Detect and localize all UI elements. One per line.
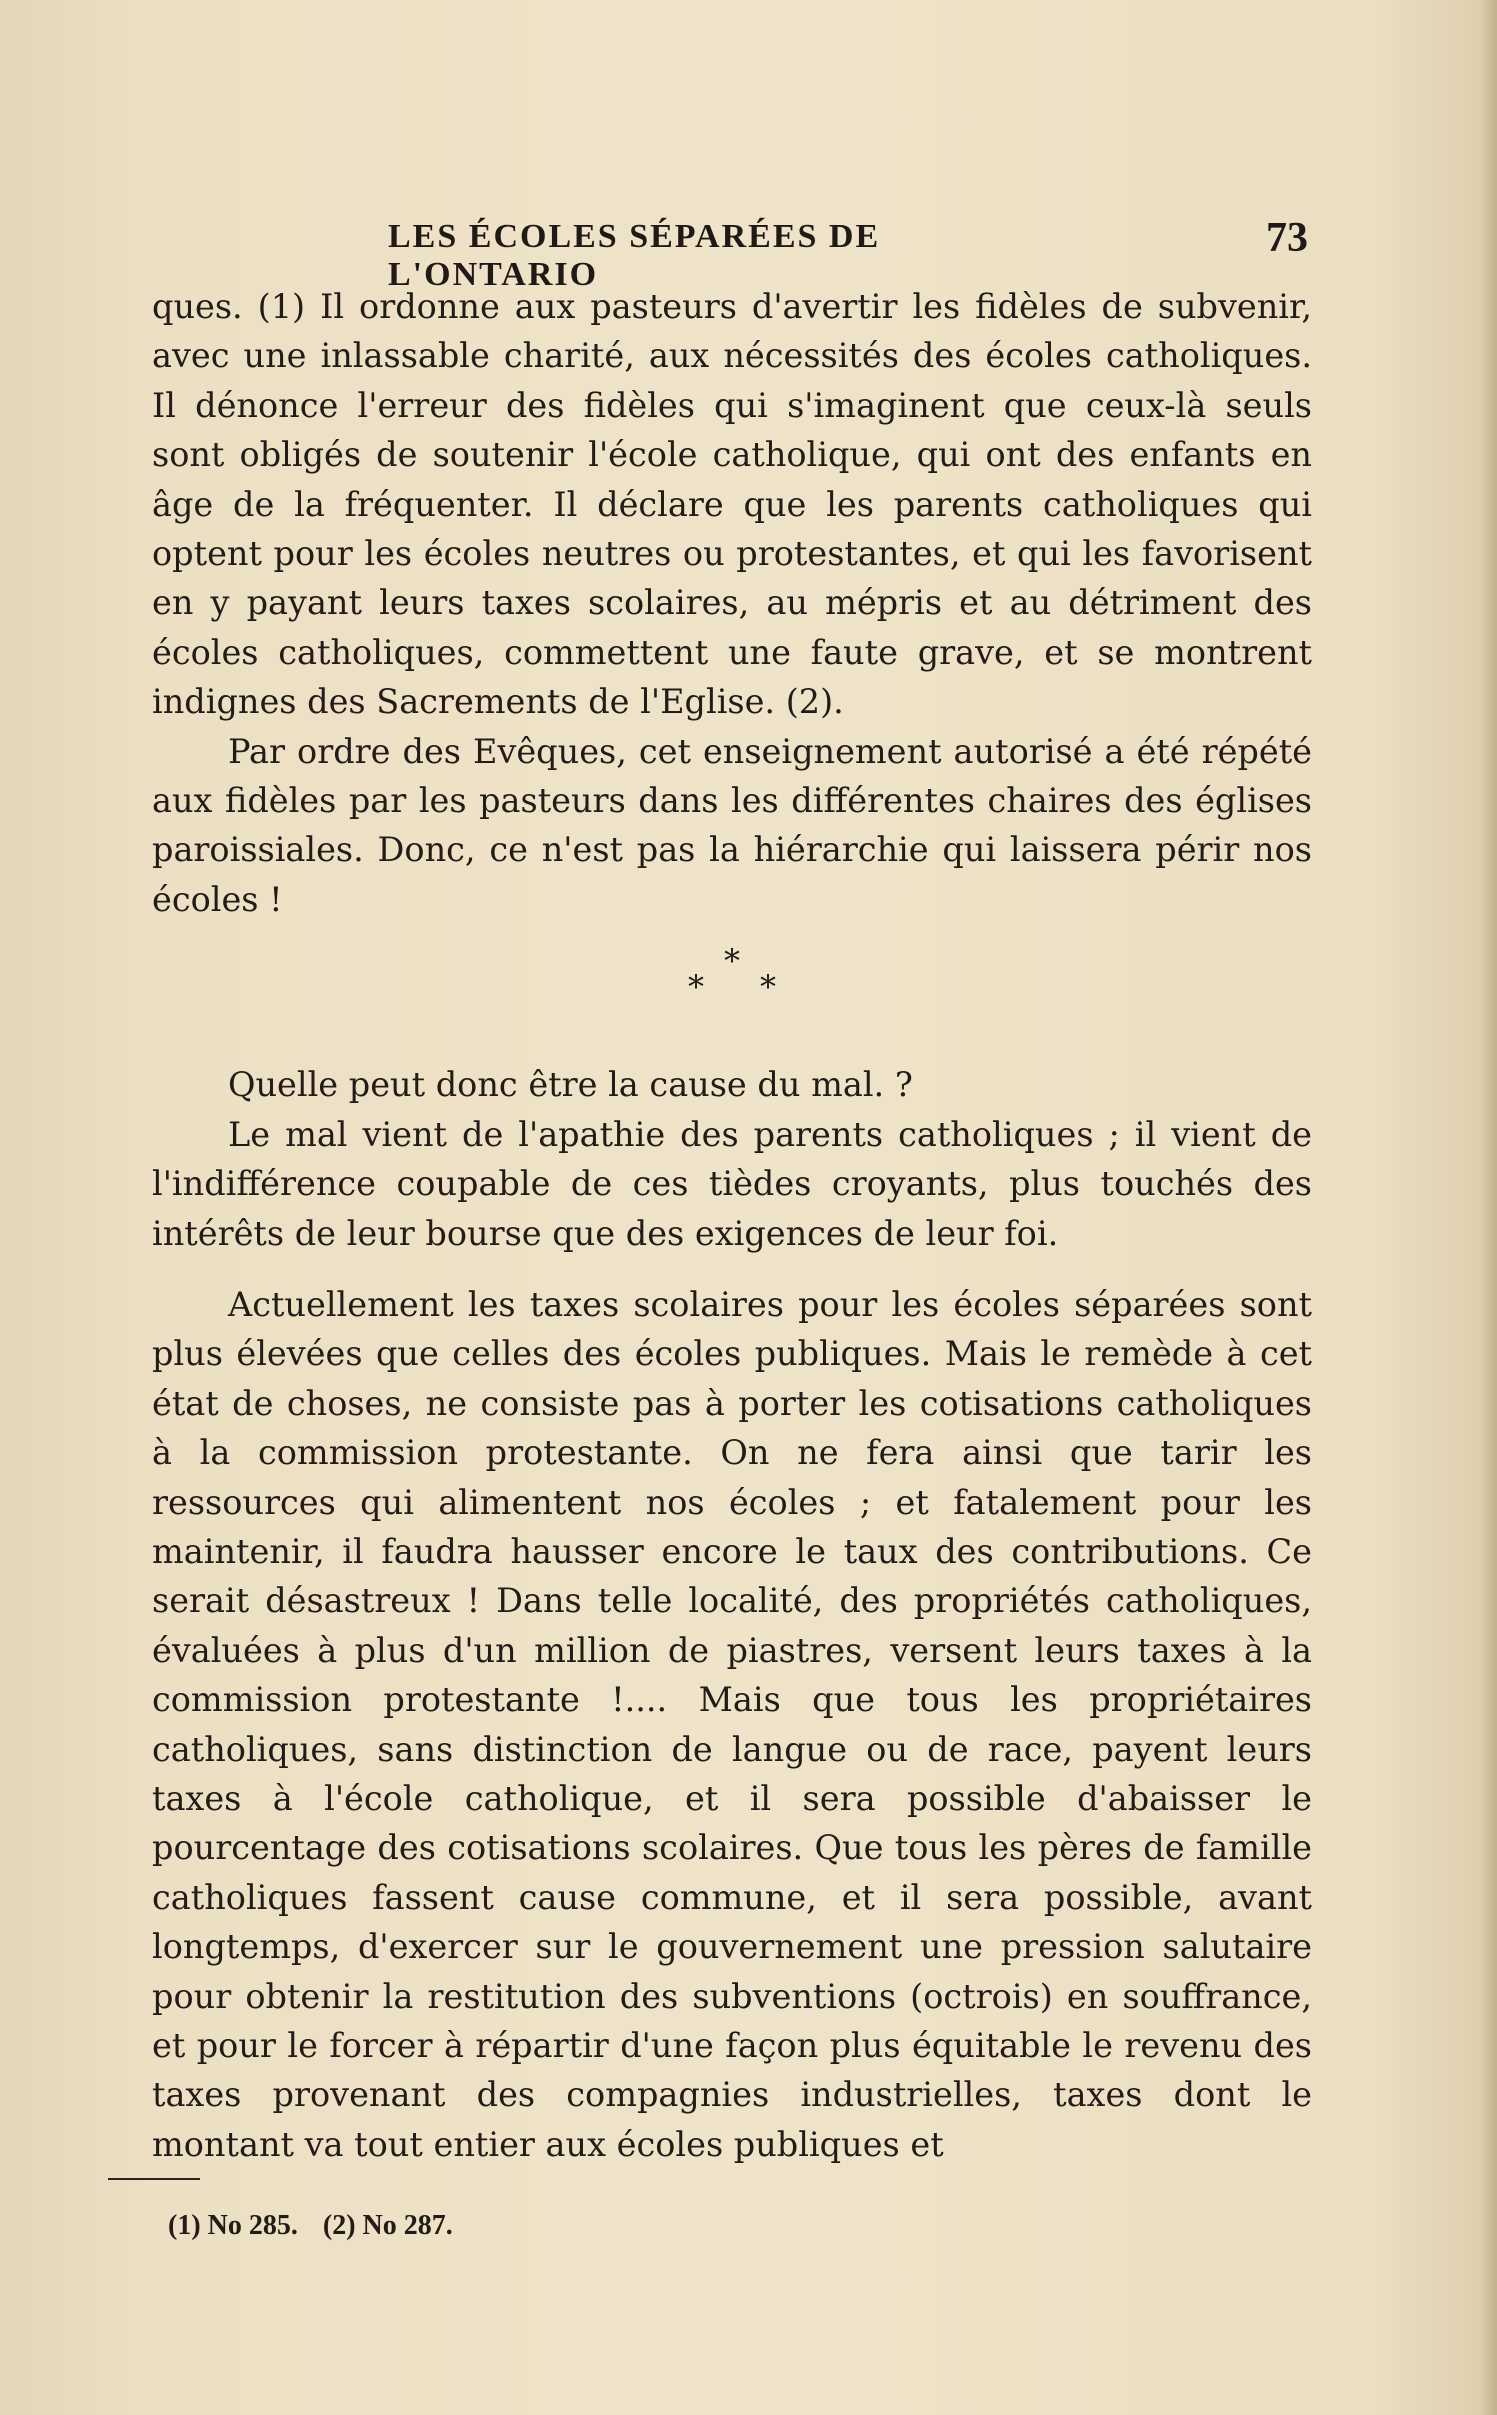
footnote-2: (2) No 287. [322,2210,453,2241]
asterism-left-star: * [688,968,704,1007]
asterism-bottom-row [152,968,1312,1007]
paragraph-3: Quelle peut donc être la cause du mal. ? [228,1065,913,1105]
section-break-asterism [152,942,1312,1007]
page-edge-shadow [1479,0,1497,2415]
page-number: 73 [1266,215,1308,261]
footnotes [168,2210,471,2242]
asterism-right-star: * [760,968,776,1007]
asterism-top-star: * [724,942,740,981]
footnote-1: (1) No 285. [168,2210,298,2241]
paragraph-2: Par ordre des Evêques, cet enseignement autorisé a été répété aux fidèles par les pasteurs dans les différentes chaires des églises paroissiales. Donc, ce n'est pas la hiérarchie qui laissera périr nos écoles ! [152,731,1312,919]
paragraph-spacer [152,1258,1312,1280]
running-head: LES ÉCOLES SÉPARÉES DE L'ONTARIO [388,218,881,293]
body-text [152,282,1312,2169]
paragraph-1: ques. (1) Il ordonne aux pasteurs d'avertir les fidèles de subvenir, avec une inlassable charité, aux nécessités des écoles catholiques. Il dénonce l'erreur des fidèles qui s'imaginent que ceux-là seuls sont obligés de soutenir l'école catholique, qui ont des enfants en âge de la fréquenter. Il déclare que les parents catholiques qui optent pour les écoles neutres ou protestantes, et qui les favorisent en y payant leurs taxes scolaires, au mépris et au détriment des écoles catholiques, commettent une faute grave, et se montrent indignes des Sacrements de l'Eglise. (2). [152,287,1312,722]
paragraph-4: Le mal vient de l'apathie des parents catholiques ; il vient de l'indifférence coupable de ces tièdes croyants, plus touchés des intérêts de leur bourse que des exigences de leur foi. [152,1114,1312,1253]
paragraph-5: Actuellement les taxes scolaires pour les écoles séparées sont plus élevées que celles des écoles publiques. Mais le remède à cet état de choses, ne consiste pas à porter les cotisations catholiques à la commission protestante. On ne fera ainsi que tarir les ressources qui alimentent nos écoles ; et fatalement pour les maintenir, il faudra hausser encore le taux des contributions. Ce serait désastreux ! Dans telle localité, des propriétés catholiques, évaluées à plus d'un million de piastres, versent leurs taxes à la commission protestante !.... Mais que tous les propriétaires catholiques, sans distinction de langue ou de race, payent leurs taxes à l'école catholique, et il sera possible d'abaisser le pourcentage des cotisations scolaires. Que tous les pères de famille catholiques fassent cause commune, et il sera possible, avant longtemps, d'exercer sur le gouvernement une pression salutaire pour obtenir la restitution des subventions (octrois) en souffrance, et pour le forcer à répartir d'une façon plus équitable le revenu des taxes provenant des compagnies industrielles, taxes dont le montant va tout entier aux écoles publiques et [152,1284,1312,2164]
footnote-rule [108,2178,200,2180]
